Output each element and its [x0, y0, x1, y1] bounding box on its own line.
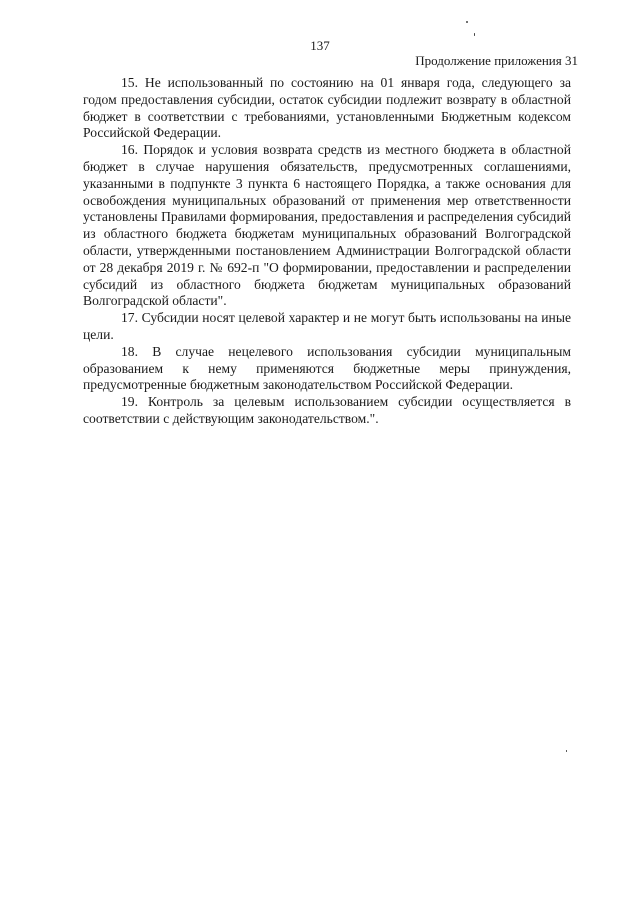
- paragraph-16: 16. Порядок и условия возврата средств из местного бюджета в областной бюджет в случае нарушения обязательств, предусмотренных соглашениями, указанными в подпункте 3 пункта 6 настоящего Порядка, а также основания для освобождения муниципальных образований от применения мер ответственности установлены Правилами формирования, предоставления и распределения субсидий из областного бюджета бюджетам муниципальных образований Волгоградской области, утвержденными постановлением Администрации Волгоградской области от 28 декабря 2019 г. № 692-п "О формировании, предоставлении и распределении субсидий из областного бюджета бюджетам муниципальных образований Волгоградской области".: [83, 142, 571, 309]
- scan-speck: [466, 21, 468, 23]
- document-body: [83, 75, 571, 428]
- paragraph-17: 17. Субсидии носят целевой характер и не могут быть использованы на иные цели.: [83, 310, 571, 342]
- appendix-continuation-label: Продолжение приложения 31: [415, 53, 578, 68]
- paragraph-15: 15. Не использованный по состоянию на 01 января года, следующего за годом предоставления субсидии, остаток субсидии подлежит возврату в областной бюджет в соответствии с требованиями, установленными Бюджетным кодексом Российской Федерации.: [83, 75, 571, 141]
- scan-speck: [474, 33, 475, 36]
- paragraph-18: 18. В случае нецелевого использования субсидии муниципальным образованием к нему применяются бюджетные меры принуждения, предусмотренные бюджетным законодательством Российской Федерации.: [83, 343, 571, 393]
- paragraph-19: 19. Контроль за целевым использованием субсидии осуществляется в соответствии с действующим законодательством.".: [83, 394, 571, 426]
- page-number: 137: [310, 38, 330, 53]
- scan-speck: [566, 750, 567, 752]
